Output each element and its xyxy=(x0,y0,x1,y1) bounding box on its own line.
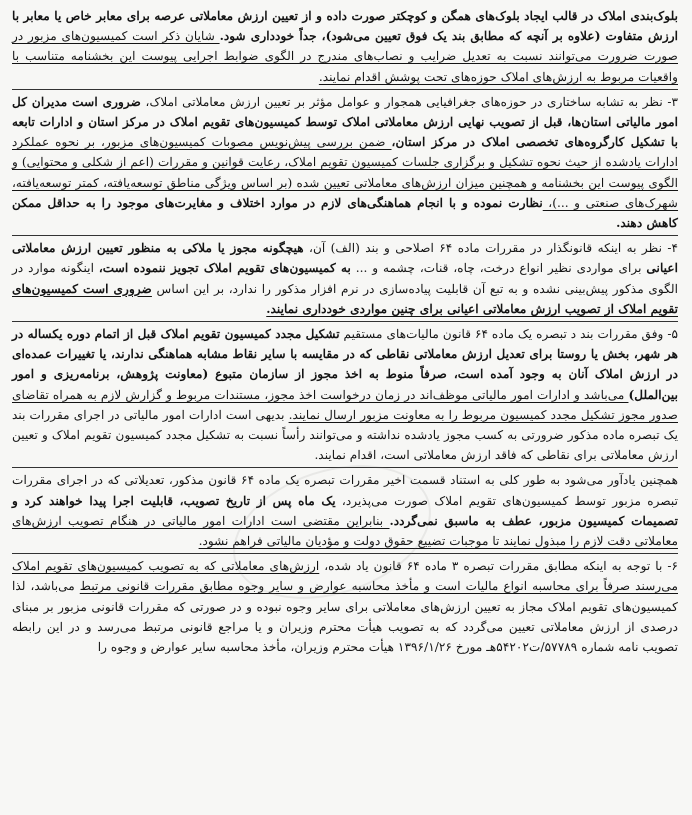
text-segment: ضروری است مدیران کل امور مالیاتی استان‌ها، قبل از تصویب نهایی ارزش معاملاتی املاک توسط کمیسیون‌های تقویم املاک در مرکز استان و ادارات تابعه با تشکیل کارگروه‌های تخصصی املاک در مرکز استان، xyxy=(12,94,678,150)
section-divider xyxy=(12,321,678,322)
text-segment: ۳- نظر به تشابه ساختاری در حوزه‌های جغرافیایی همجوار و عوامل مؤثر بر تعیین ارزش معاملاتی املاک، xyxy=(141,94,678,109)
text-segment: تبصره یک ماده ۶۴ قانون مالیات‌های مستقیم xyxy=(339,327,571,342)
text-segment: همچنین یادآور می‌شود به طور کلی به استناد قسمت اخیر مقررات تبصره یک ماده ۶۴ قانون مذکور، تعدیلاتی که در اجرای مقررات تبصره مزبور توسط کمیسیون‌های تقویم املاک صورت می‌پذیرد، xyxy=(12,473,679,508)
section-divider xyxy=(12,89,678,90)
text-segment: برای مواردی نظیر انواع درخت، چاه، قنات، چشمه و ... xyxy=(350,261,647,276)
text-segment: می‌باشد، لذا کمیسیون‌های تقویم املاک مجاز به تعیین ارزش‌های معاملاتی برای سایر وجوه نبوده و در صورتی که مقررات قانونی مزبور بر مبنای درصدی از ارزش معاملاتی تعیین می‌گردد که به تصویب هیأت محترم وزیران و یا مراجع قانونی مرتبط می‌رسد و در این رابطه تصویب نامه شماره ۵۷۷۸۹/ت۵۴۲۰۲هـ مورخ ۱۳۹۶/۱/۲۶ هیأت محترم وزیران، مأخذ محاسبه سایر عوارض و وجوه را xyxy=(12,579,678,655)
text-segment: بنابراین مقتضی است ادارات امور مالیاتی در هنگام تصویب ارزش‌های معاملاتی دقت لازم را مبذول نمایند تا موجبات تضییع حقوق دولت و مؤدیان مالیاتی فراهم نشود. xyxy=(12,513,678,549)
paragraph-1 xyxy=(12,6,678,87)
section-divider xyxy=(12,235,678,236)
text-segment: ارزش‌های معاملاتی که به تصویب کمیسیون‌های تقویم املاک می‌رسند صرفاً برای محاسبه انواع مالیات است و مأخذ محاسبه عوارض و سایر وجوه مطابق مقررات قانونی مرتبط xyxy=(12,559,678,594)
text-segment: یک ماه پس از تاریخ تصویب، قابلیت اجرا پیدا خواهند کرد و تصمیمات کمیسیون مزبور، عطف به ماسبق نمی‌گردد. xyxy=(12,493,678,528)
text-segment: می‌باشد و ادارات امور مالیاتی موظف‌اند در زمان درخواست اخذ مجوز، مستندات مربوط و گزارش لازم به همراه تقاضای صدور مجوز تشکیل مجدد کمیسیون مربوط را به معاونت مزبور ارسال نمایند. xyxy=(12,387,678,422)
text-segment: د xyxy=(570,327,577,342)
paragraph-4 xyxy=(12,324,678,465)
text-segment: ضروری است کمیسیون‌های تقویم املاک از تصویب ارزش معاملاتی اعیانی برای چنین مواردی خودداری نمایند. xyxy=(12,281,678,316)
text-segment: بدیهی است ادارات امور مالیاتی در اجرای مقررات بند یک تبصره ماده مذکور ضرورتی به کسب مجوز یادشده نداشته و می‌توانند رأساً نسبت به تشکیل مجدد کمیسیون تقویم املاک و تعیین ارزش معاملاتی برای نقاطی که فاقد ارزش معاملاتی است، اقدام نمایند. xyxy=(12,407,678,463)
text-segment: ۶- با توجه به اینکه مطابق مقررات تبصره ۳ ماده ۶۴ قانون یاد شده، xyxy=(319,559,678,574)
text-segment: ۴- نظر به اینکه قانونگذار در مقررات ماده ۶۴ اصلاحی و بند (الف) آن، xyxy=(303,241,678,256)
text-segment: شایان ذکر است کمیسیون‌های مزبور در صورت ضرورت می‌توانند نسبت به تعدیل ضرایب و نصاب‌های مندرج در الگوی ضوابط اجرایی پیوست این بخشنامه متناسب با واقعیات مربوط به ارزش‌های املاک حوزه‌های تحت پوشش اقدام نمایند. xyxy=(12,29,678,84)
text-segment: تشکیل مجدد کمیسیون تقویم املاک قبل از اتمام دوره یکساله در هر شهر، بخش یا روستا برای تعدیل ارزش معاملاتی نقاطی که در مقایسه با سایر نقاط مشابه هماهنگی ندارند، یا تغییرات عمده‌ای در ارزش املاک آنان به وجود آمده است، صرفاً منوط به اخذ مجوز از سازمان متبوع (معاونت پژوهش، برنامه‌ریزی و امور بین‌الملل) xyxy=(12,327,678,402)
text-segment: ضمن بررسی پیش‌نویس مصوبات کمیسیون‌های مزبور، بر نحوه عملکرد ادارات یادشده از حیث نحوه تشکیل و برگزاری جلسات کمیسیون تقویم املاک، رعایت قوانین و مقررات (اعم از شکلی و محتوایی) و الگوی پیوست این بخشنامه و همچنین میزان ارزش‌های معاملاتی تعیین شده (بر اساس ویژگی مناطق توسعه‌یافته، کمتر توسعه‌یافته، شهرک‌های صنعتی و ...)، xyxy=(12,135,679,210)
text-segment: اینگونه موارد در الگوی مذکور پیش‌بینی نشده و به تبع آن قابلیت پیاده‌سازی در نرم افزار مذکور را ندارد، بر این اساس xyxy=(12,261,678,296)
text-segment: معابر با ارزش متفاوت (علاوه بر آنچه که مطابق بند یک فوق تعیین می‌شود)، جداً خودداری شود. xyxy=(12,9,679,44)
paragraph-2 xyxy=(12,92,678,233)
text-segment: هیچگونه مجوز یا ملاکی به منظور تعیین ارزش معاملاتی اعیانی xyxy=(12,241,678,276)
text-segment: نظارت نموده و با انجام هماهنگی‌های لازم در موارد اختلاف و مغایرت‌های موجود را به حداقل ممکن کاهش دهند. xyxy=(12,195,678,231)
text-segment: بلوک‌بندی املاک در قالب ایجاد بلوک‌های همگن و کوچکتر صورت داده و از تعیین ارزش معاملاتی عرصه برای معابر خاص یا xyxy=(49,9,678,23)
text-segment: به کمیسیون‌های تقویم املاک تجویز ننموده است، xyxy=(98,261,351,276)
text-segment: ۵- وفق مقررات بند xyxy=(576,327,678,342)
paragraph-3 xyxy=(12,238,678,319)
